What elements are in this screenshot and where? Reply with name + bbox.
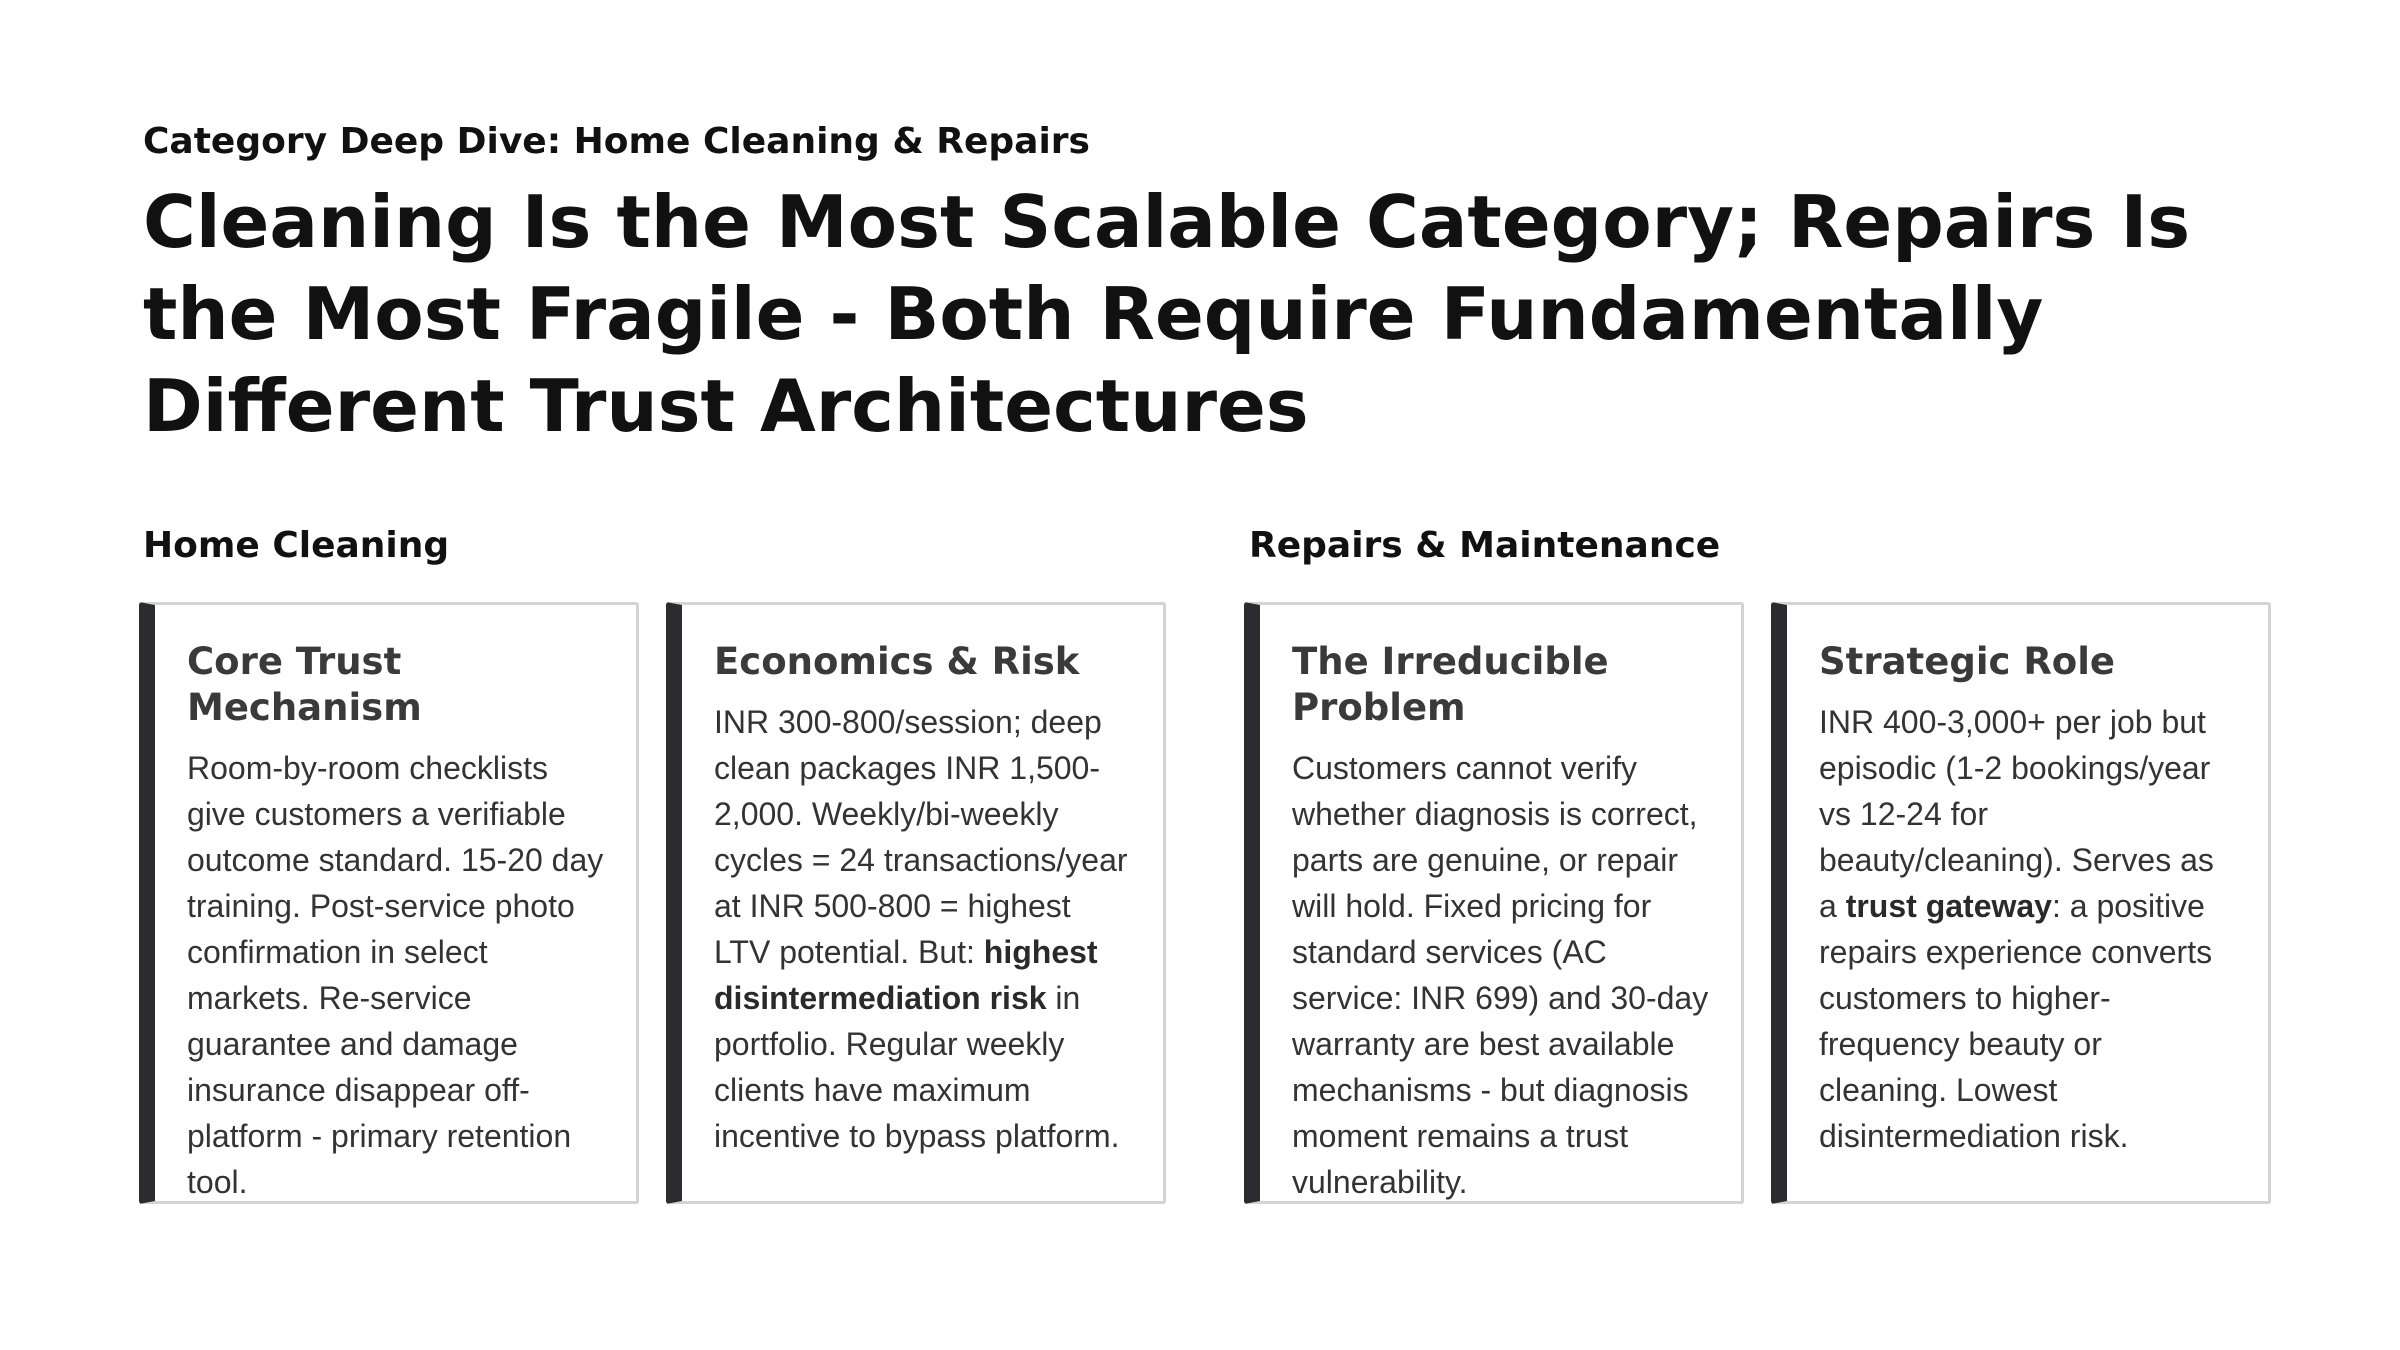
page-title: Cleaning Is the Most Scalable Category; Repairs Is the Most Fragile - Both Require Fundamentally Different Trust Architectures [143, 180, 2191, 448]
eyebrow-label: Category Deep Dive: Home Cleaning & Repairs [143, 121, 1090, 162]
card-body [1819, 699, 2236, 1159]
section-label-repairs-maintenance: Repairs & Maintenance [1249, 525, 1721, 566]
card-body-text: in portfolio. Regular weekly clients have maximum incentive to bypass platform. [714, 980, 1120, 1154]
card-body-text: Room-by-room checklists give customers a verifiable outcome standard. 15-20 day training. Post-service photo confirmation in select markets. Re-service guarantee and damage insurance disappear off-platform - primary retention tool. [187, 750, 604, 1200]
card-body-emphasis: trust gateway [1845, 888, 2052, 924]
card-body [1292, 745, 1709, 1205]
card-title: Strategic Role [1819, 640, 2115, 683]
section-label-home-cleaning: Home Cleaning [143, 525, 450, 566]
card-title: Core Trust Mechanism [187, 640, 422, 729]
card-economics-risk [666, 602, 1166, 1204]
card-title: The Irreducible Problem [1292, 640, 1609, 729]
card-body-text: INR 400-3,000+ per job but episodic (1-2 bookings/year vs 12-24 for beauty/cleaning). Serves as a [1819, 704, 2214, 924]
card-body [187, 745, 604, 1205]
card-strategic-role [1771, 602, 2271, 1204]
card-body-text: Customers cannot verify whether diagnosis is correct, parts are genuine, or repair will hold. Fixed pricing for standard services (AC service: INR 699) and 30-day warranty are best available mechanisms - but diagnosis moment remains a trust vulnerability. [1292, 750, 1709, 1200]
card-irreducible-problem [1244, 602, 1744, 1204]
card-core-trust-mechanism [139, 602, 639, 1204]
card-body [714, 699, 1131, 1159]
card-body-emphasis: highest disintermediation risk [714, 934, 1098, 1016]
card-title: Economics & Risk [714, 640, 1080, 683]
card-body-text: INR 300-800/session; deep clean packages INR 1,500-2,000. Weekly/bi-weekly cycles = 24 transactions/year at INR 500-800 = highest LTV potential. But: [714, 704, 1128, 970]
card-body-text: : a positive repairs experience converts customers to higher-frequency beauty or cleaning. Lowest disintermediation risk. [1819, 888, 2213, 1154]
